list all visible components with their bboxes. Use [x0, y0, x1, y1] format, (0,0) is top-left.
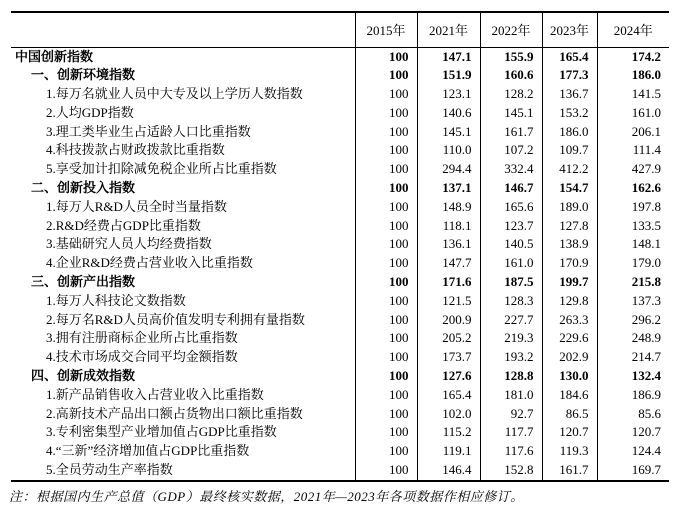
cell-value: 206.1 [597, 123, 669, 142]
cell-value: 227.7 [480, 311, 542, 330]
cell-value: 119.1 [417, 442, 480, 461]
row-label: 5.全员劳动生产率指数 [46, 462, 173, 478]
row-label: 1.每万人科技论文数指数 [46, 292, 186, 308]
table-row [11, 66, 669, 85]
cell-value: 133.5 [597, 217, 669, 236]
cell-value: 100 [355, 367, 417, 386]
cell-value: 100 [355, 66, 417, 85]
table-row [11, 292, 669, 311]
cell-value: 412.2 [542, 160, 597, 179]
row-label: 3.理工类毕业生占适龄人口比重指数 [46, 123, 251, 139]
cell-value: 215.8 [597, 273, 669, 292]
cell-value: 109.7 [542, 141, 597, 160]
table-row [11, 198, 669, 217]
cell-value: 184.6 [542, 386, 597, 405]
cell-value: 152.8 [480, 461, 542, 481]
cell-value: 186.0 [597, 66, 669, 85]
cell-value: 100 [355, 386, 417, 405]
cell-value: 161.0 [480, 254, 542, 273]
table-row [11, 217, 669, 236]
cell-value: 100 [355, 273, 417, 292]
row-label: 5.享受加计扣除减免税企业所占比重指数 [46, 161, 277, 177]
row-label: 3.专利密集型产业增加值占GDP比重指数 [46, 424, 277, 440]
cell-value: 140.6 [417, 104, 480, 123]
cell-value: 100 [355, 123, 417, 142]
cell-value: 202.9 [542, 348, 597, 367]
table-row [11, 442, 669, 461]
column-header-2021: 2021年 [417, 12, 480, 47]
cell-value: 100 [355, 179, 417, 198]
table-row [11, 123, 669, 142]
row-label: 2.人均GDP指数 [46, 104, 134, 120]
cell-value: 161.7 [480, 123, 542, 142]
cell-value: 427.9 [597, 160, 669, 179]
cell-value: 128.8 [480, 367, 542, 386]
cell-value: 174.2 [597, 47, 669, 66]
cell-value: 130.0 [542, 367, 597, 386]
cell-value: 162.6 [597, 179, 669, 198]
row-label: 四、创新成效指数 [31, 368, 136, 384]
cell-value: 186.9 [597, 386, 669, 405]
row-label: 2.高新技术产品出口额占货物出口额比重指数 [46, 405, 303, 421]
cell-value: 146.7 [480, 179, 542, 198]
table-row [11, 405, 669, 424]
cell-value: 229.6 [542, 329, 597, 348]
column-header-2023: 2023年 [542, 12, 597, 47]
cell-value: 165.6 [480, 198, 542, 217]
cell-value: 296.2 [597, 311, 669, 330]
cell-value: 100 [355, 160, 417, 179]
cell-value: 136.1 [417, 235, 480, 254]
cell-value: 153.2 [542, 104, 597, 123]
table-row [11, 160, 669, 179]
cell-value: 100 [355, 217, 417, 236]
cell-value: 200.9 [417, 311, 480, 330]
cell-value: 128.2 [480, 85, 542, 104]
innovation-index-table [11, 11, 669, 482]
table-row [11, 179, 669, 198]
cell-value: 100 [355, 405, 417, 424]
cell-value: 100 [355, 104, 417, 123]
row-label: 4.技术市场成交合同平均金额指数 [46, 349, 238, 365]
row-label: 1.每万人R&D人员全时当量指数 [46, 198, 227, 214]
cell-value: 151.9 [417, 66, 480, 85]
row-label: 1.新产品销售收入占营业收入比重指数 [46, 386, 264, 402]
cell-value: 169.7 [597, 461, 669, 481]
cell-value: 145.1 [417, 123, 480, 142]
cell-value: 160.6 [480, 66, 542, 85]
row-label: 4.企业R&D经费占营业收入比重指数 [46, 255, 253, 271]
cell-value: 146.4 [417, 461, 480, 481]
cell-value: 107.2 [480, 141, 542, 160]
cell-value: 161.7 [542, 461, 597, 481]
table-row [11, 235, 669, 254]
cell-value: 145.1 [480, 104, 542, 123]
cell-value: 120.7 [542, 423, 597, 442]
cell-value: 100 [355, 423, 417, 442]
cell-value: 123.1 [417, 85, 480, 104]
cell-value: 137.1 [417, 179, 480, 198]
cell-value: 186.0 [542, 123, 597, 142]
table-row [11, 367, 669, 386]
cell-value: 179.0 [597, 254, 669, 273]
cell-value: 161.0 [597, 104, 669, 123]
cell-value: 129.8 [542, 292, 597, 311]
cell-value: 118.1 [417, 217, 480, 236]
corner-cell [11, 12, 355, 47]
cell-value: 214.7 [597, 348, 669, 367]
table-row [11, 311, 669, 330]
cell-value: 121.5 [417, 292, 480, 311]
cell-value: 100 [355, 311, 417, 330]
cell-value: 197.8 [597, 198, 669, 217]
cell-value: 173.7 [417, 348, 480, 367]
cell-value: 154.7 [542, 179, 597, 198]
row-label: 2.每万名R&D人员高价值发明专利拥有量指数 [46, 311, 305, 327]
row-label: 4.“三新”经济增加值占GDP比重指数 [46, 443, 250, 459]
row-label: 1.每万名就业人员中大专及以上学历人数指数 [46, 86, 303, 102]
cell-value: 100 [355, 254, 417, 273]
row-label: 中国创新指数 [15, 48, 94, 64]
cell-value: 136.7 [542, 85, 597, 104]
row-label: 4.科技拨款占财政拨款比重指数 [46, 142, 225, 158]
cell-value: 100 [355, 47, 417, 66]
cell-value: 102.0 [417, 405, 480, 424]
cell-value: 123.7 [480, 217, 542, 236]
cell-value: 117.6 [480, 442, 542, 461]
table-row [11, 254, 669, 273]
cell-value: 120.7 [597, 423, 669, 442]
cell-value: 138.9 [542, 235, 597, 254]
row-label: 二、创新投入指数 [31, 180, 136, 196]
table-row [11, 348, 669, 367]
cell-value: 127.8 [542, 217, 597, 236]
table-row [11, 85, 669, 104]
row-label: 三、创新产出指数 [31, 274, 136, 290]
cell-value: 86.5 [542, 405, 597, 424]
cell-value: 124.4 [597, 442, 669, 461]
cell-value: 119.3 [542, 442, 597, 461]
cell-value: 199.7 [542, 273, 597, 292]
cell-value: 171.6 [417, 273, 480, 292]
table-row [11, 273, 669, 292]
cell-value: 137.3 [597, 292, 669, 311]
column-header-2024: 2024年 [597, 12, 669, 47]
table-row [11, 461, 669, 481]
cell-value: 294.4 [417, 160, 480, 179]
cell-value: 170.9 [542, 254, 597, 273]
cell-value: 100 [355, 461, 417, 481]
row-label: 一、创新环境指数 [31, 67, 136, 83]
table-row [11, 329, 669, 348]
row-label: 2.R&D经费占GDP比重指数 [46, 217, 201, 233]
row-label: 3.基础研究人员人均经费指数 [46, 236, 212, 252]
cell-value: 205.2 [417, 329, 480, 348]
cell-value: 111.4 [597, 141, 669, 160]
table-row [11, 386, 669, 405]
cell-value: 193.2 [480, 348, 542, 367]
cell-value: 140.5 [480, 235, 542, 254]
cell-value: 219.3 [480, 329, 542, 348]
cell-value: 147.7 [417, 254, 480, 273]
cell-value: 165.4 [542, 47, 597, 66]
cell-value: 100 [355, 329, 417, 348]
cell-value: 263.3 [542, 311, 597, 330]
cell-value: 100 [355, 348, 417, 367]
footnote: 注：根据国内生产总值（GDP）最终核实数据，2021年—2023年各项数据作相应修订。 [9, 489, 524, 504]
cell-value: 141.5 [597, 85, 669, 104]
table-row [11, 104, 669, 123]
column-header-2022: 2022年 [480, 12, 542, 47]
header-row [11, 12, 669, 47]
cell-value: 147.1 [417, 47, 480, 66]
table-row [11, 141, 669, 160]
cell-value: 148.9 [417, 198, 480, 217]
cell-value: 148.1 [597, 235, 669, 254]
cell-value: 187.5 [480, 273, 542, 292]
cell-value: 165.4 [417, 386, 480, 405]
cell-value: 117.7 [480, 423, 542, 442]
table-body [11, 47, 669, 481]
table-row [11, 47, 669, 66]
cell-value: 100 [355, 198, 417, 217]
table-row [11, 423, 669, 442]
cell-value: 248.9 [597, 329, 669, 348]
cell-value: 189.0 [542, 198, 597, 217]
cell-value: 115.2 [417, 423, 480, 442]
cell-value: 100 [355, 141, 417, 160]
cell-value: 100 [355, 235, 417, 254]
cell-value: 181.0 [480, 386, 542, 405]
cell-value: 85.6 [597, 405, 669, 424]
row-label: 3.拥有注册商标企业所占比重指数 [46, 330, 238, 346]
cell-value: 132.4 [597, 367, 669, 386]
cell-value: 332.4 [480, 160, 542, 179]
column-header-2015: 2015年 [355, 12, 417, 47]
cell-value: 177.3 [542, 66, 597, 85]
cell-value: 155.9 [480, 47, 542, 66]
cell-value: 100 [355, 292, 417, 311]
cell-value: 92.7 [480, 405, 542, 424]
cell-value: 127.6 [417, 367, 480, 386]
cell-value: 110.0 [417, 141, 480, 160]
cell-value: 100 [355, 442, 417, 461]
cell-value: 128.3 [480, 292, 542, 311]
cell-value: 100 [355, 85, 417, 104]
